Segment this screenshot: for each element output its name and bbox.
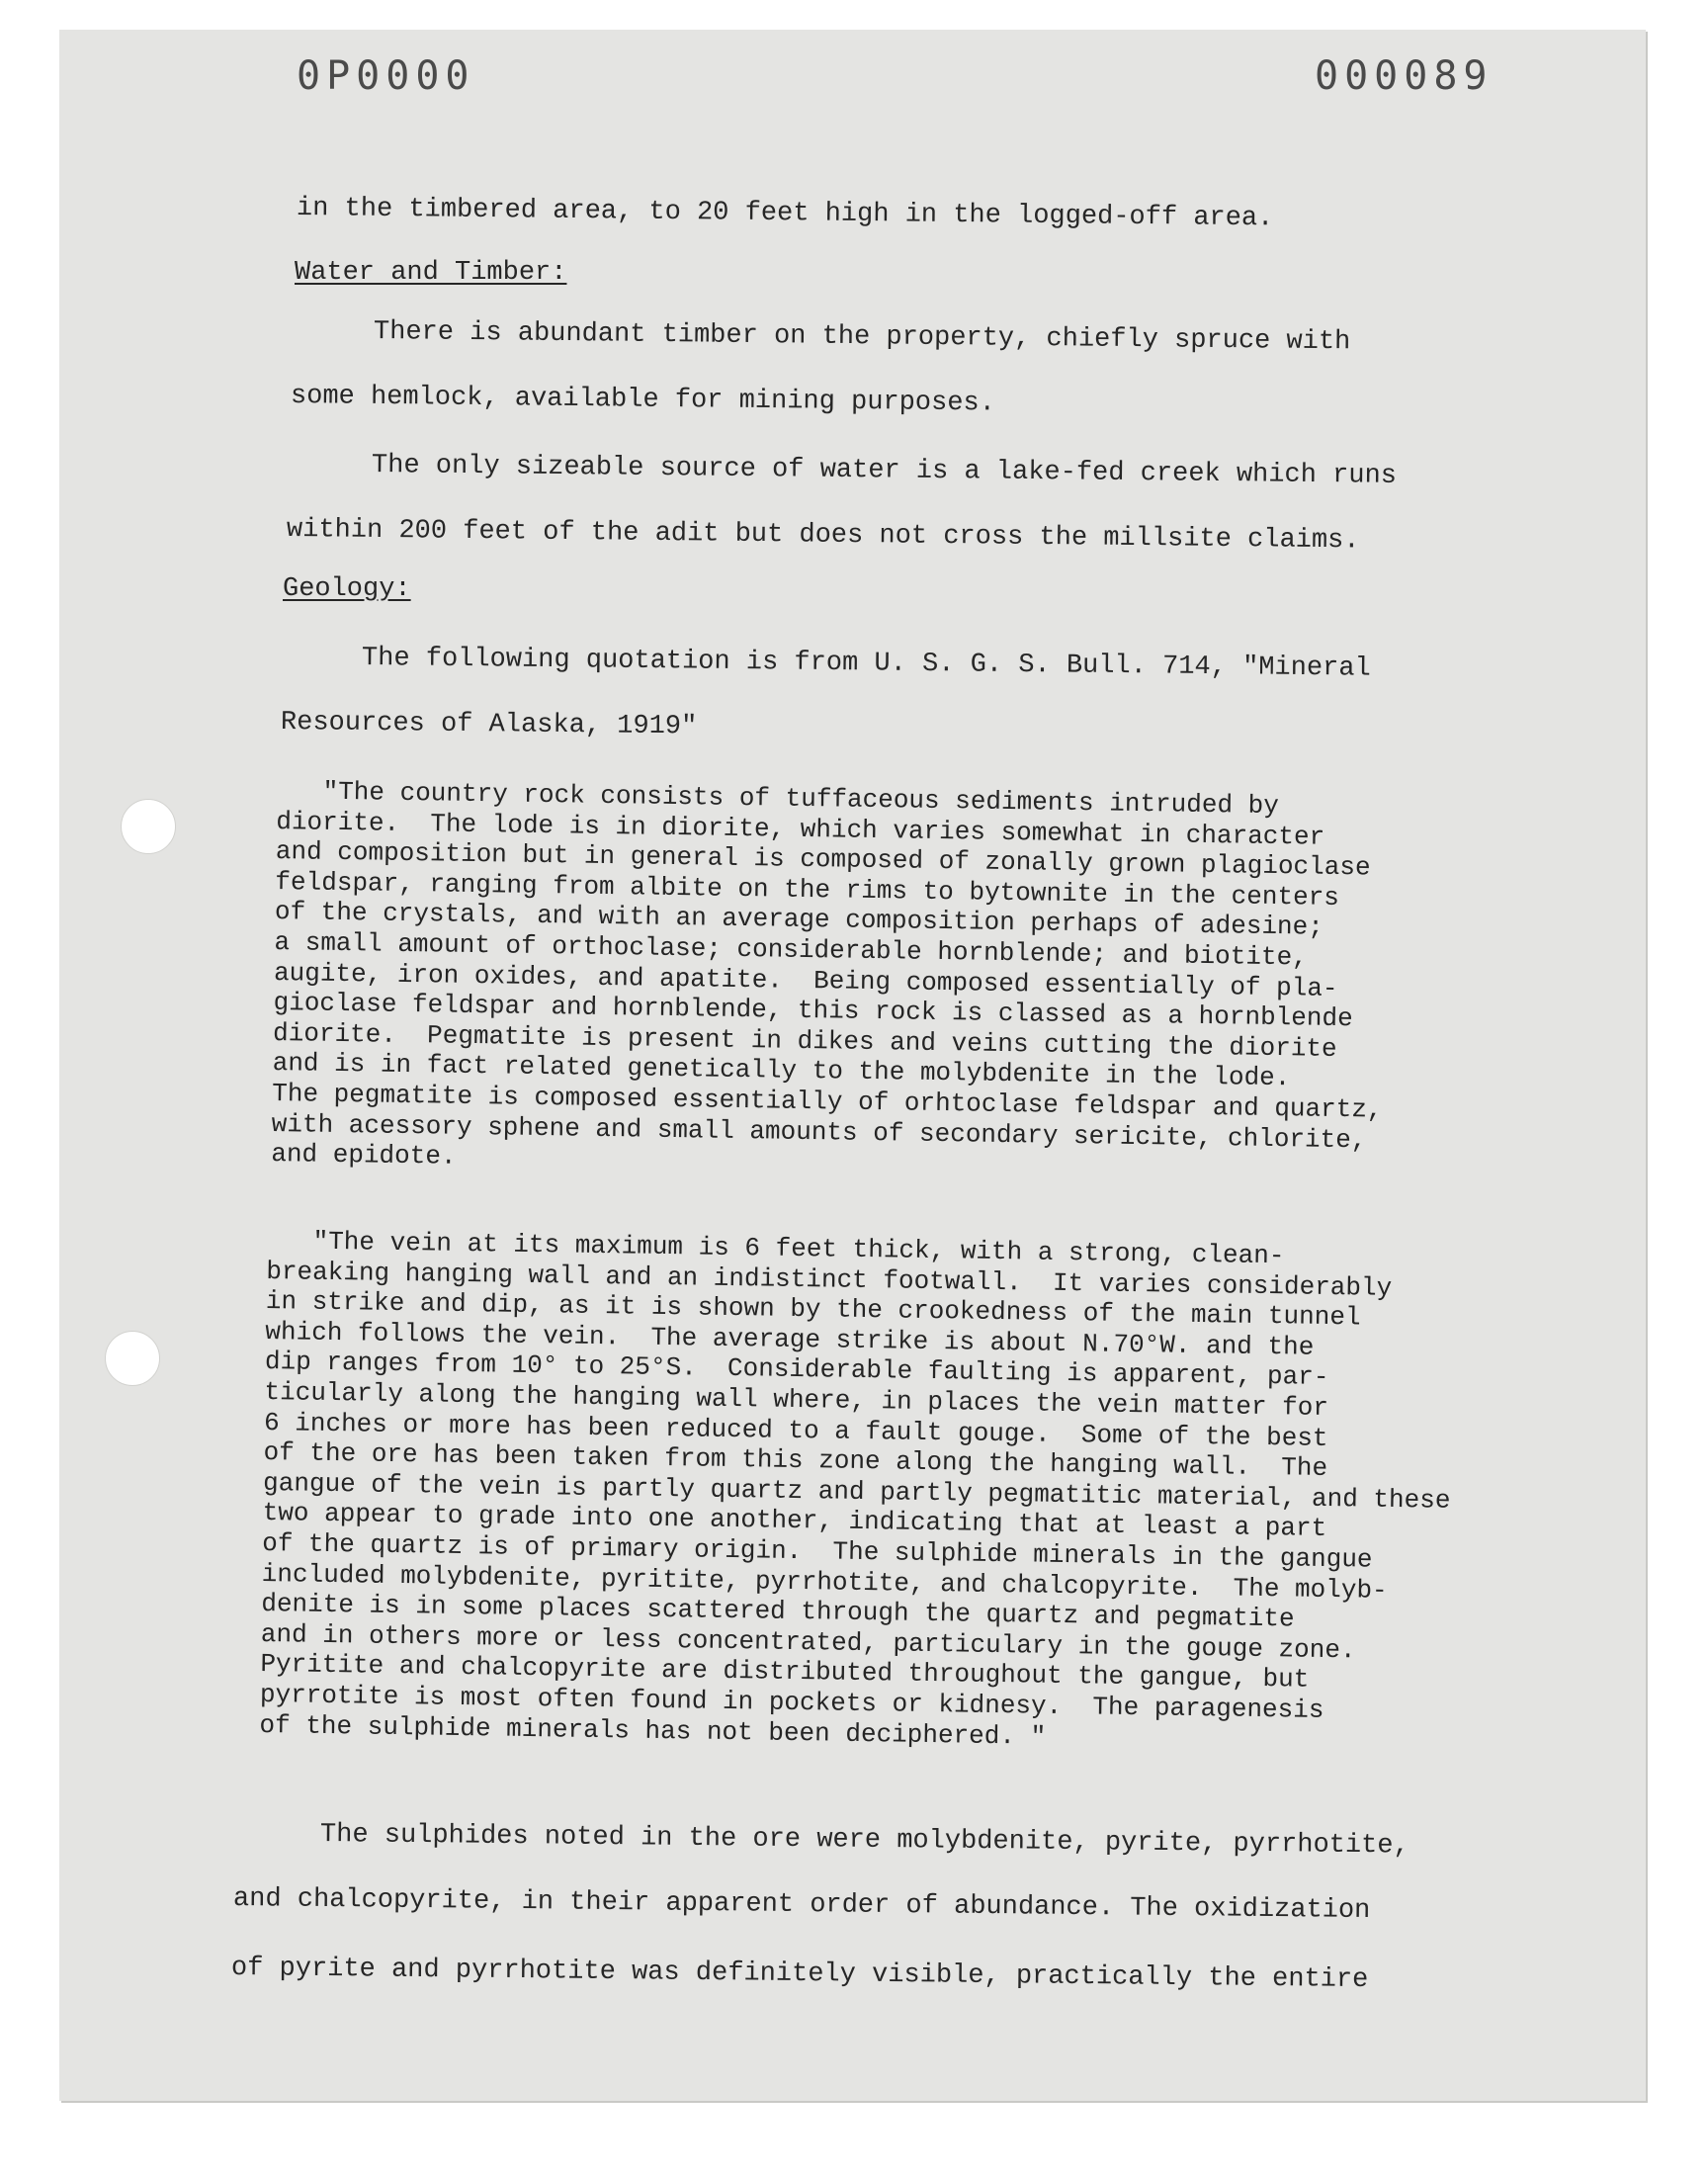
section-heading-geology: Geology: <box>283 574 411 604</box>
quotation-paragraph-country-rock: "The country rock consists of tuffaceous sediments intruded by diorite. The lode is in diorite, which varies somewhat in character and composition but in general is composed of zonally grown plagioclase feldspar, ranging from albite on the rims to bytownite in the centers of the crystals, and with an average composition perhaps of adesine; a small amount of orthoclase; considerable hornblende; and biotite, augite, iron oxides, and apatite. Being composed essentially of pla- gioclase feldspar and hornblende, this rock is classed as a hornblende diorite. Pegmatite is present in dikes and veins cutting the diorite and is in fact related genetically to the molybdenite in the lode. The pegmatite is composed essentially of orhtoclase feldspar and quartz, with acessory sphene and small amounts of secondary sericite, chlorite, and epidote. <box>271 776 1383 1172</box>
page-number: 000089 <box>1315 53 1494 99</box>
text-line: The only sizeable source of water is a lake-fed creek which runs <box>371 451 1398 491</box>
section-heading-water-timber: Water and Timber: <box>295 258 567 288</box>
text-line: some hemlock, available for mining purposes. <box>290 382 996 419</box>
text-line: The following quotation is from U. S. G. S. Bull. 714, "Mineral <box>361 644 1371 684</box>
text-line: of pyrite and pyrrhotite was definitely visible, practically the entire <box>230 1954 1369 1996</box>
punch-hole-bottom <box>105 1331 160 1386</box>
text-line: in the timbered area, to 20 feet high in the logged-off area. <box>296 194 1274 234</box>
text-line: Resources of Alaska, 1919" <box>280 708 698 742</box>
text-line: within 200 feet of the adit but does not cross the millsite claims. <box>286 515 1360 557</box>
document-code-left: 0P0000 <box>297 53 475 99</box>
text-line: There is abundant timber on the property, chiefly spruce with <box>373 317 1351 358</box>
text-line: and chalcopyrite, in their apparent order of abundance. The oxidization <box>232 1884 1371 1927</box>
quotation-paragraph-vein: "The vein at its maximum is 6 feet thick, with a strong, clean- breaking hanging wall and an indistinct footwall. It varies considerably in strike and dip, as it is shown by the crookedness of the main tunnel which follows the vein. The average strike is about N.70°W. and the dip ranges from 10° to 25°S. Considerable faulting is apparent, par- ticularly along the hanging wall where, in places the vein matter for 6 inches or more has been reduced to a fault gouge. Some of the best of the ore has been taken from this zone along the hanging wall. The gangue of the vein is partly quartz and partly pegmatitic material, and these two appear to grade into one another, indicating that at least a part of the quartz is of primary origin. The sulphide minerals in the gangue included molybdenite, pyritite, pyrrhotite, and chalcopyrite. The molyb- denite is in some places scattered through the quartz and pegmatite and in others more or less concentrated, particulary in the gouge zone. Pyritite and chalcopyrite are distributed throughout the gangue, but pyrrotite is most often found in pockets or kidnesy. The paragenesis of the sulphide minerals has not been deciphered. " <box>259 1226 1451 1752</box>
punch-hole-top <box>121 799 176 854</box>
text-line: The sulphides noted in the ore were molybdenite, pyrite, pyrrhotite, <box>319 1820 1409 1862</box>
document-page <box>59 30 1646 2101</box>
